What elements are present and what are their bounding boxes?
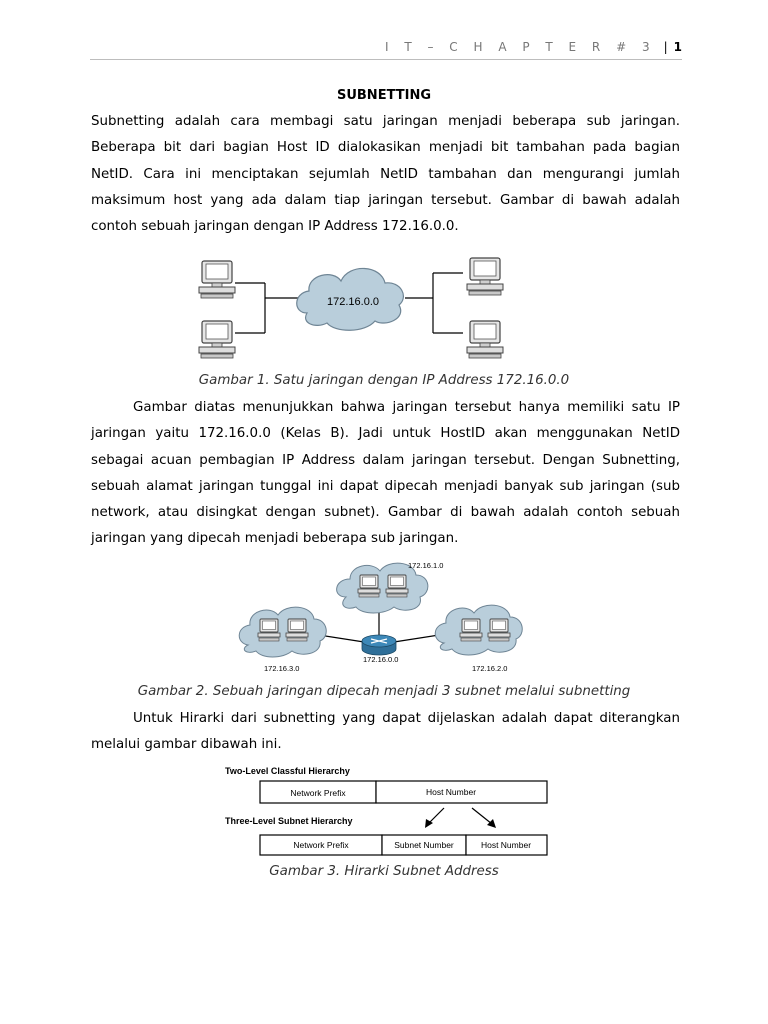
two-level-network-prefix-label: Network Prefix [290, 788, 346, 798]
three-level-host-number-label: Host Number [480, 840, 532, 850]
router-icon [362, 635, 396, 655]
computer-icon-subnet-top-2 [386, 575, 408, 597]
three-level-subnet-number-label: Subnet Number [394, 840, 454, 850]
subnet-right-label: 172.16.2.0 [472, 664, 508, 673]
computer-icon-subnet-left-1 [258, 619, 280, 641]
two-level-title: Two-Level Classful Hierarchy [225, 766, 350, 776]
paragraph-1: Subnetting adalah cara membagi satu jaringan menjadi beberapa sub jaringan. Beberapa bit dari bagian Host ID dialokasikan menjadi bit tambahan pada bagian NetID. Cara ini menciptakan sejumlah NetID tambahan dan mengurangi jumlah maksimum host yang ada dalam tiap jaringan tersebut. Gambar di bawah adalah contoh sebuah jaringan dengan IP Address 172.16.0.0. [91, 114, 680, 235]
figure-3-caption: Gambar 3. Hirarki Subnet Address [269, 864, 499, 879]
three-level-network-prefix-label: Network Prefix [293, 840, 349, 850]
subnet-top-label: 172.16.1.0 [408, 561, 444, 570]
header-chapter: I T – C H A P T E R # 3 [384, 40, 656, 54]
computer-icon-subnet-top-1 [358, 575, 380, 597]
page-number: 1 [673, 40, 682, 54]
computer-icon-top-right [467, 258, 503, 295]
arrow-right-icon [472, 808, 496, 828]
figure-3-hierarchy [222, 760, 552, 860]
figure-1-network [195, 253, 515, 367]
cloud-left [239, 607, 326, 657]
paragraph-3: Untuk Hirarki dari subnetting yang dapat dijelaskan adalah dapat diterangkan melalui gambar dibawah ini. [91, 711, 680, 753]
page-header [385, 40, 682, 54]
figure-1-caption: Gambar 1. Satu jaringan dengan IP Address 172.16.0.0 [198, 373, 570, 388]
computer-icon-subnet-left-2 [286, 619, 308, 641]
figure-2-caption: Gambar 2. Sebuah jaringan dipecah menjadi 3 subnet melalui subnetting [137, 684, 631, 699]
cloud-top [337, 563, 428, 613]
computer-icon-bottom-right [467, 321, 503, 358]
header-rule [90, 59, 682, 60]
header-separator: | [663, 40, 668, 54]
subnet-left-label: 172.16.3.0 [264, 664, 300, 673]
arrow-left-icon [425, 808, 444, 828]
section-title: SUBNETTING [336, 88, 431, 103]
paragraph-2: Gambar diatas menunjukkan bahwa jaringan tersebut hanya memiliki satu IP jaringan yaitu 172.16.0.0 (Kelas B). Jadi untuk HostID akan menggunakan NetID sebagai acuan pembagian IP Address dalam jaringan tersebut. Dengan Subnetting, sebuah alamat jaringan tunggal ini dapat dipecah menjadi banyak sub jaringan (sub network, atau disingkat dengan subnet). Gambar di bawah adalah contoh sebuah jaringan yang dipecah menjadi beberapa sub jaringan. [91, 400, 680, 547]
figure-2-subnets [234, 557, 534, 677]
router-label: 172.16.0.0 [363, 655, 399, 664]
cloud-label: 172.16.0.0 [327, 296, 379, 308]
computer-icon-subnet-right-2 [488, 619, 510, 641]
computer-icon-bottom-left [199, 321, 235, 358]
computer-icon-top-left [199, 261, 235, 298]
three-level-title: Three-Level Subnet Hierarchy [225, 816, 353, 826]
computer-icon-subnet-right-1 [460, 619, 482, 641]
two-level-host-number-label: Host Number [425, 787, 477, 797]
